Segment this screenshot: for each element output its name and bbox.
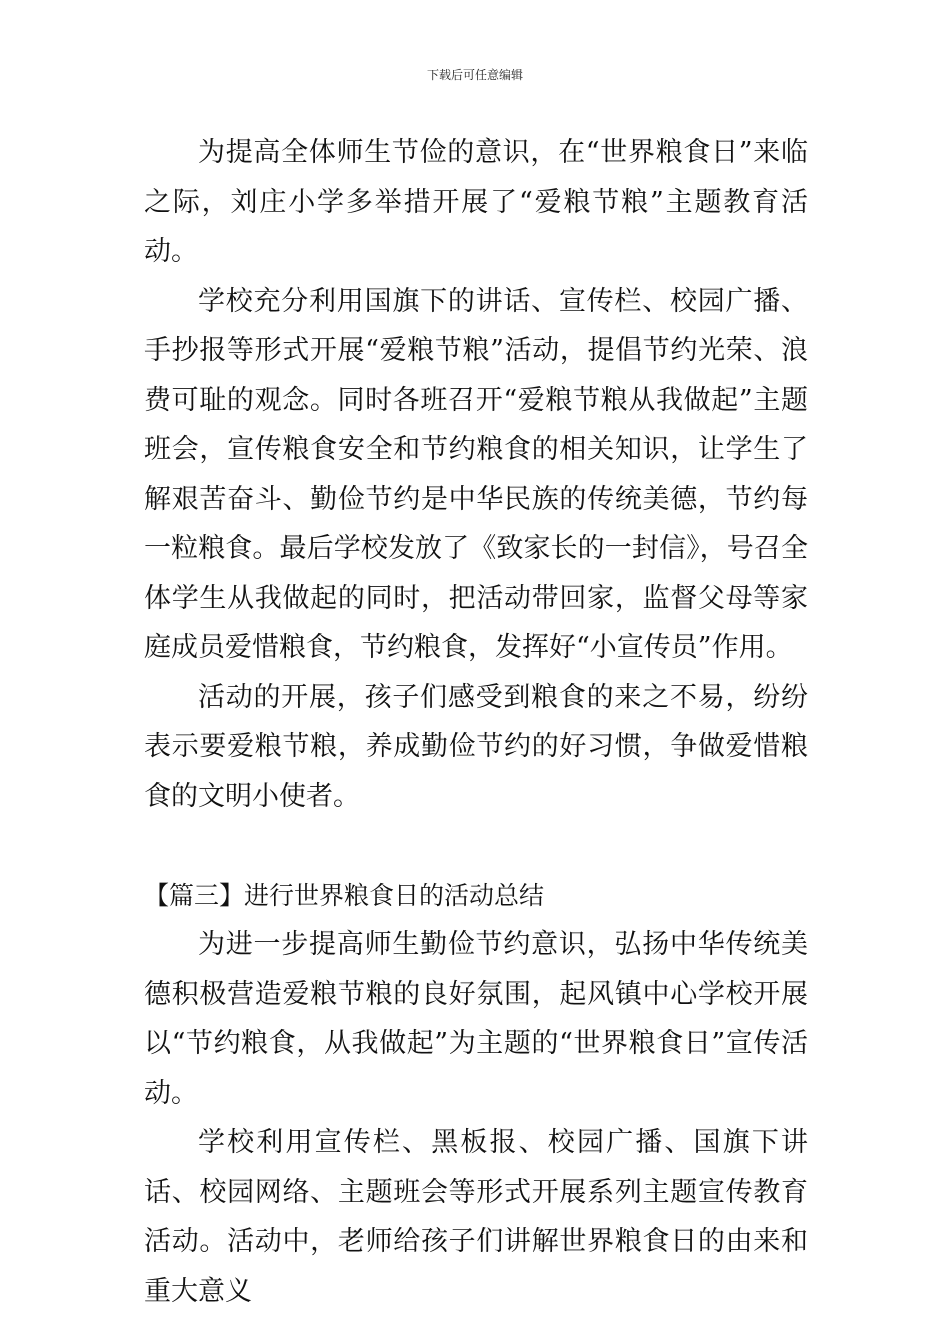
paragraph: 学校利用宣传栏、黑板报、校园广播、国旗下讲话、校园网络、主题班会等形式开展系列主题宣传教育活动。活动中，老师给孩子们讲解世界粮食日的由来和重大意义: [144, 1127, 808, 1307]
page-header-note: 下载后可任意编辑: [426, 68, 523, 82]
paragraph: 为进一步提高师生勤俭节约意识，弘扬中华传统美德积极营造爱粮节粮的良好氛围，起风镇中心学校开展以“节约粮食，从我做起”为主题的“世界粮食日”宣传活动。: [144, 929, 808, 1109]
section-spacer: [144, 821, 808, 871]
document-body: [144, 128, 808, 1316]
paragraph: 为提高全体师生节俭的意识，在“世界粮食日”来临之际，刘庄小学多举措开展了“爱粮节粮”主题教育活动。: [144, 137, 808, 267]
paragraph: 学校充分利用国旗下的讲话、宣传栏、校园广播、手抄报等形式开展“爱粮节粮”活动，提倡节约光荣、浪费可耻的观念。同时各班召开“爱粮节粮从我做起”主题班会，宣传粮食安全和节约粮食的相关知识，让学生了解艰苦奋斗、勤俭节约是中华民族的传统美德，节约每一粒粮食。最后学校发放了《致家长的一封信》，号召全体学生从我做起的同时，把活动带回家，监督父母等家庭成员爱惜粮食，节约粮食，发挥好“小宣传员”作用。: [144, 285, 808, 663]
section-heading: 【篇三】进行世界粮食日的活动总结: [144, 880, 545, 910]
paragraph: 活动的开展，孩子们感受到粮食的来之不易，纷纷表示要爱粮节粮，养成勤俭节约的好习惯，争做爱惜粮食的文明小使者。: [144, 681, 808, 812]
